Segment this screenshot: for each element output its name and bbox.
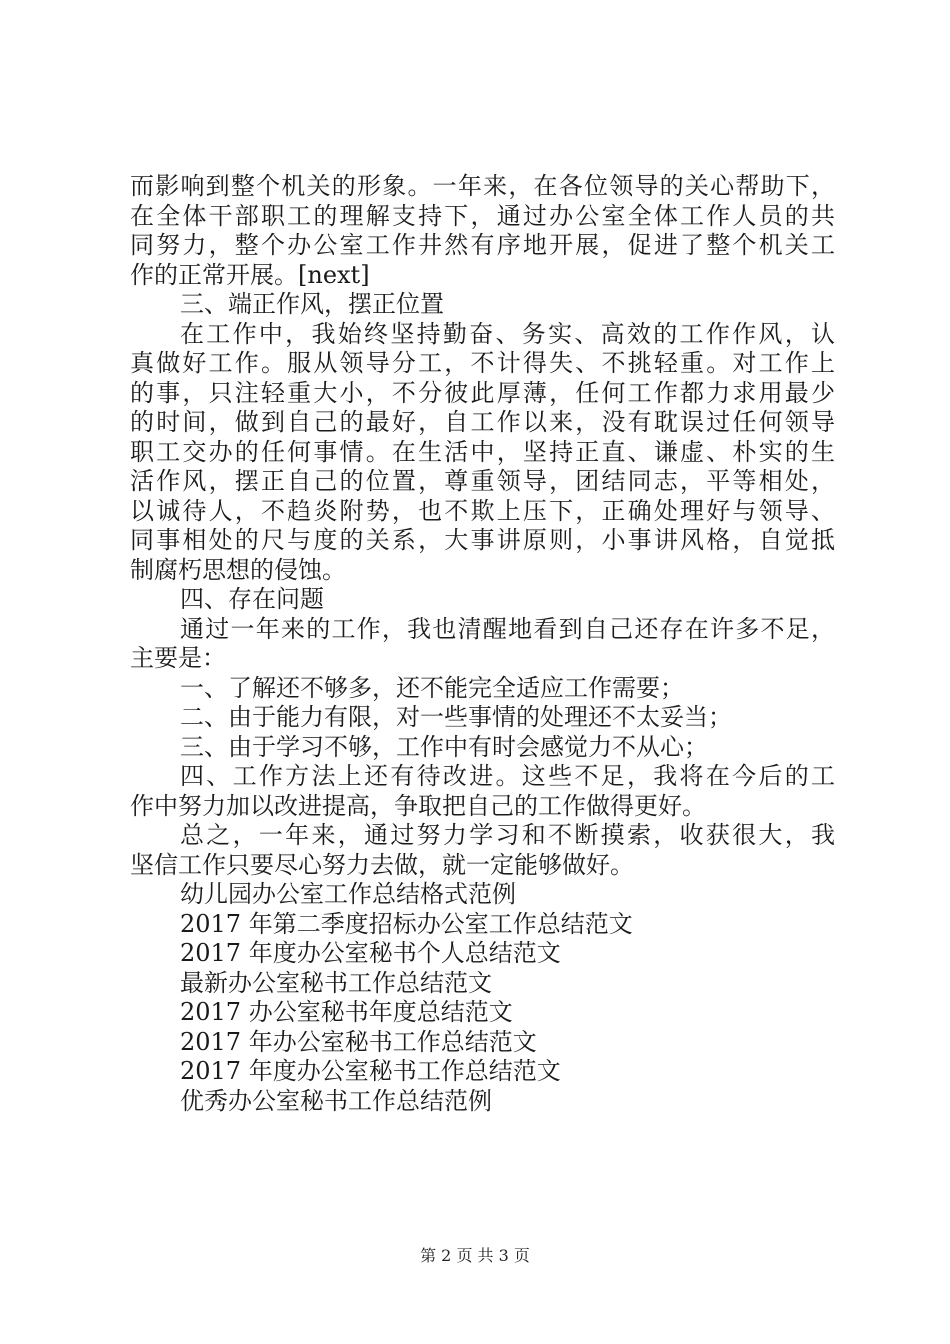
text-line: 的时间，做到自己的最好，自工作以来，没有耽误过任何领导	[130, 408, 835, 436]
text-line: 二、由于能力有限，对一些事情的处理还不太妥当；	[180, 703, 732, 731]
text-line: 同事相处的尺与度的关系，大事讲原则，小事讲风格，自觉抵	[130, 526, 835, 554]
text-line: 同努力，整个办公室工作井然有序地开展，促进了整个机关工	[130, 231, 835, 259]
text-line: 四、工作方法上还有待改进。这些不足，我将在今后的工	[180, 762, 835, 790]
text-line: 2017 年第二季度招标办公室工作总结范文	[180, 909, 633, 938]
text-line: 在工作中，我始终坚持勤奋、务实、高效的工作作风，认	[180, 319, 835, 348]
document-body	[130, 172, 835, 1116]
page-footer: 第 2 页 共 3 页	[420, 1246, 530, 1265]
text-line: 的事，只注轻重大小，不分彼此厚薄，任何工作都力求用最少	[130, 378, 835, 407]
text-line: 2017 办公室秘书年度总结范文	[180, 998, 513, 1026]
text-line: 主要是：	[130, 644, 226, 672]
text-line: 职工交办的任何事情。在生活中，坚持正直、谦虚、朴实的生	[130, 437, 835, 466]
text-line: 三、由于学习不够，工作中有时会感觉力不从心；	[180, 732, 708, 761]
text-line: 最新办公室秘书工作总结范文	[180, 968, 492, 997]
text-line: 一、了解还不够多，还不能完全适应工作需要；	[180, 673, 684, 702]
text-line: 在全体干部职工的理解支持下，通过办公室全体工作人员的共	[130, 201, 835, 230]
text-line: 作的正常开展。[next]	[130, 260, 370, 289]
text-line: 以诚待人，不趋炎附势，也不欺上压下，正确处理好与领导、	[130, 496, 835, 525]
text-line: 通过一年来的工作，我也清醒地看到自己还存在许多不足，	[180, 614, 835, 643]
text-line: 2017 年度办公室秘书个人总结范文	[180, 939, 561, 967]
text-line: 四、存在问题	[180, 585, 324, 613]
text-line: 坚信工作只要尽心努力去做，就一定能够做好。	[130, 850, 634, 879]
text-line: 总之，一年来，通过努力学习和不断摸索，收获很大，我	[180, 821, 835, 849]
text-line: 幼儿园办公室工作总结格式范例	[180, 880, 516, 908]
text-line: 2017 年度办公室秘书工作总结范文	[180, 1057, 561, 1085]
text-line: 真做好工作。服从领导分工，不计得失、不挑轻重。对工作上	[130, 349, 835, 377]
text-line: 三、端正作风，摆正位置	[180, 290, 444, 318]
text-line: 作中努力加以改进提高，争取把自己的工作做得更好。	[130, 791, 706, 820]
text-line: 2017 年办公室秘书工作总结范文	[180, 1027, 537, 1056]
text-line: 制腐朽思想的侵蚀。	[130, 555, 346, 584]
text-line: 优秀办公室秘书工作总结范例	[180, 1086, 492, 1115]
text-line: 而影响到整个机关的形象。一年来，在各位领导的关心帮助下，	[130, 172, 835, 200]
text-line: 活作风，摆正自己的位置，尊重领导，团结同志，平等相处，	[130, 467, 835, 495]
